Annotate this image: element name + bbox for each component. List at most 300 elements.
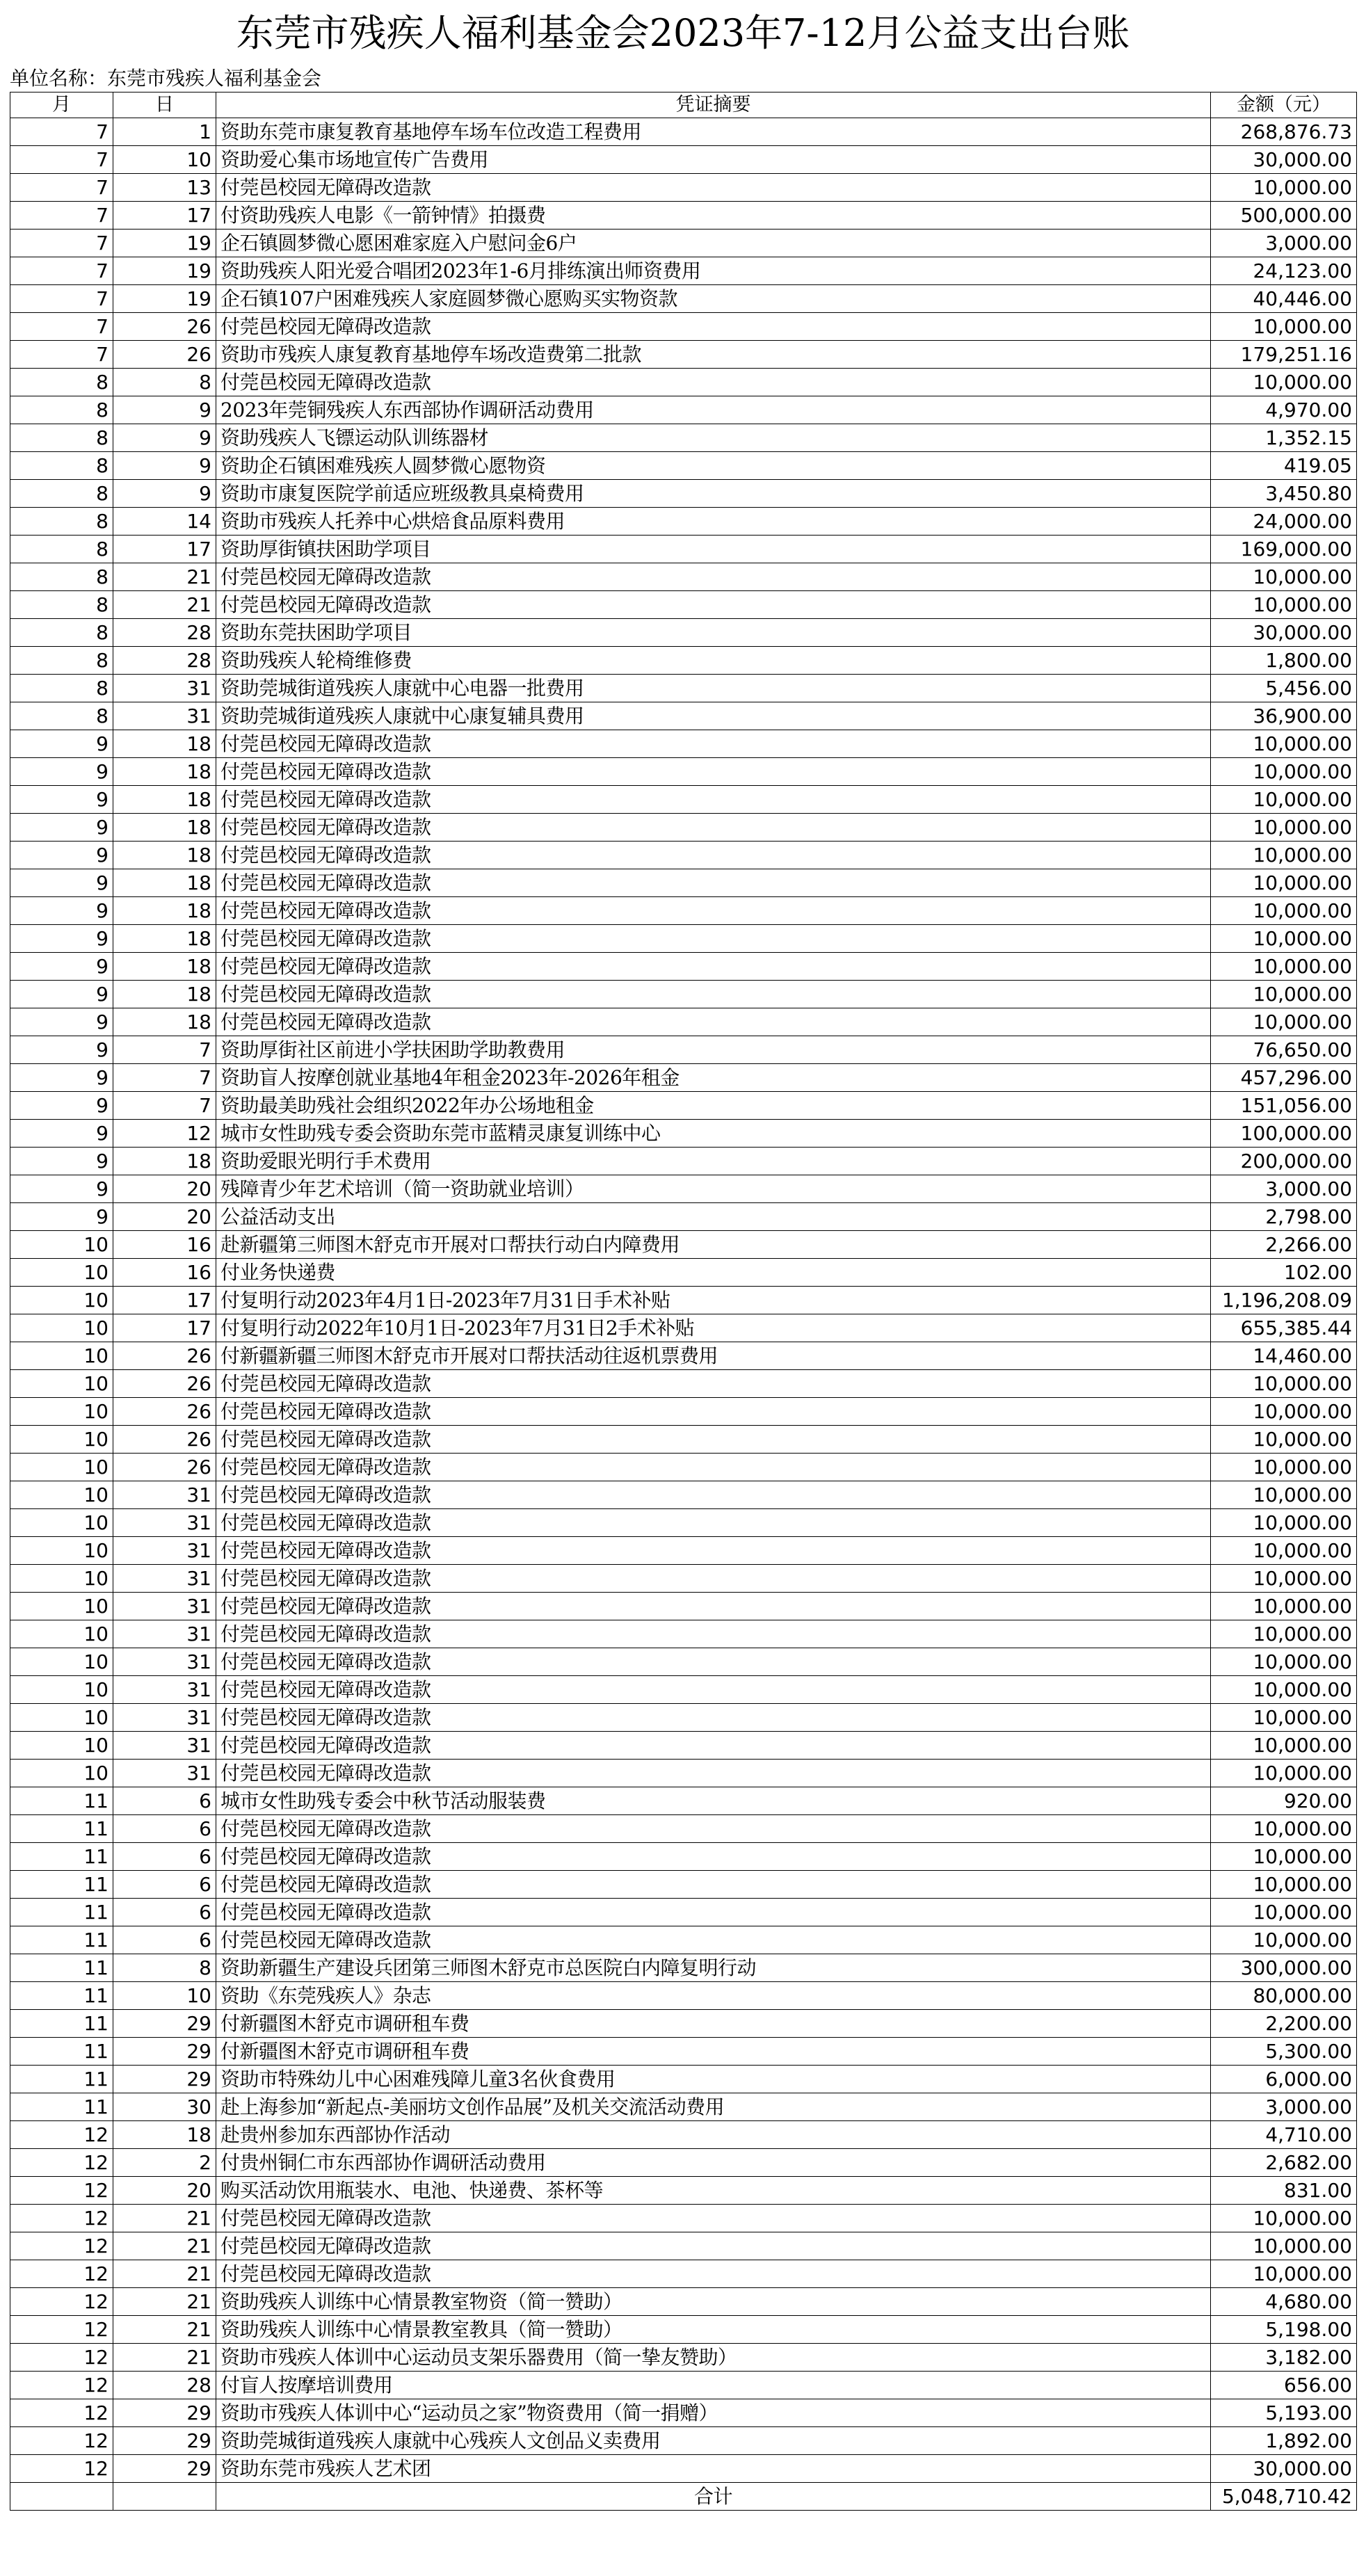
amount-cell: 10,000.00 — [1211, 1593, 1357, 1620]
summary-cell: 资助爱心集市场地宣传广告费用 — [216, 146, 1211, 174]
summary-cell: 资助残疾人阳光爱合唱团2023年1-6月排练演出师资费用 — [216, 257, 1211, 285]
day-cell: 26 — [113, 1342, 216, 1370]
table-row — [10, 1926, 1357, 1954]
table-row — [10, 536, 1357, 563]
month-cell: 8 — [10, 591, 113, 619]
table-row — [10, 563, 1357, 591]
amount-cell: 10,000.00 — [1211, 758, 1357, 786]
day-cell: 14 — [113, 508, 216, 536]
table-row — [10, 1732, 1357, 1760]
table-row — [10, 675, 1357, 702]
summary-cell: 付莞邑校园无障碍改造款 — [216, 1648, 1211, 1676]
amount-cell: 4,710.00 — [1211, 2121, 1357, 2149]
amount-cell: 24,000.00 — [1211, 508, 1357, 536]
month-cell: 8 — [10, 424, 113, 452]
amount-cell: 457,296.00 — [1211, 1064, 1357, 1092]
amount-cell: 10,000.00 — [1211, 1370, 1357, 1398]
day-cell: 26 — [113, 1426, 216, 1454]
table-row — [10, 2093, 1357, 2121]
month-cell: 10 — [10, 1481, 113, 1509]
amount-cell: 3,000.00 — [1211, 2093, 1357, 2121]
summary-cell: 付莞邑校园无障碍改造款 — [216, 786, 1211, 814]
summary-cell: 赴贵州参加东西部协作活动 — [216, 2121, 1211, 2149]
month-cell: 10 — [10, 1620, 113, 1648]
month-cell: 9 — [10, 925, 113, 953]
amount-cell: 10,000.00 — [1211, 981, 1357, 1008]
day-cell: 31 — [113, 1704, 216, 1732]
amount-cell: 10,000.00 — [1211, 1843, 1357, 1871]
amount-cell: 30,000.00 — [1211, 619, 1357, 647]
day-cell: 19 — [113, 230, 216, 257]
summary-cell: 付莞邑校园无障碍改造款 — [216, 1899, 1211, 1926]
summary-cell: 付莞邑校园无障碍改造款 — [216, 2232, 1211, 2260]
summary-cell: 付莞邑校园无障碍改造款 — [216, 1454, 1211, 1481]
table-row — [10, 1064, 1357, 1092]
day-cell: 29 — [113, 2455, 216, 2483]
day-cell: 9 — [113, 480, 216, 508]
summary-cell: 资助莞城街道残疾人康就中心电器一批费用 — [216, 675, 1211, 702]
total-label: 合计 — [216, 2483, 1211, 2511]
day-cell: 18 — [113, 981, 216, 1008]
day-cell: 31 — [113, 1481, 216, 1509]
table-row — [10, 2372, 1357, 2399]
table-row — [10, 1231, 1357, 1259]
month-cell: 12 — [10, 2344, 113, 2372]
day-cell: 29 — [113, 2066, 216, 2093]
table-row — [10, 1676, 1357, 1704]
month-cell: 9 — [10, 1036, 113, 1064]
day-cell: 16 — [113, 1259, 216, 1287]
month-cell: 10 — [10, 1426, 113, 1454]
month-cell: 7 — [10, 146, 113, 174]
month-cell: 11 — [10, 2038, 113, 2066]
day-cell: 31 — [113, 1620, 216, 1648]
month-cell: 9 — [10, 1064, 113, 1092]
table-row — [10, 1398, 1357, 1426]
amount-cell: 3,000.00 — [1211, 230, 1357, 257]
table-row — [10, 2177, 1357, 2205]
month-cell: 8 — [10, 508, 113, 536]
amount-cell: 10,000.00 — [1211, 2260, 1357, 2288]
day-cell: 19 — [113, 285, 216, 313]
table-row — [10, 1509, 1357, 1537]
table-row — [10, 341, 1357, 369]
header-day: 日 — [113, 92, 216, 118]
summary-cell: 付莞邑校园无障碍改造款 — [216, 1815, 1211, 1843]
table-row — [10, 118, 1357, 146]
day-cell: 31 — [113, 702, 216, 730]
total-row — [10, 2483, 1357, 2511]
table-row — [10, 897, 1357, 925]
month-cell: 9 — [10, 869, 113, 897]
table-row — [10, 313, 1357, 341]
summary-cell: 付莞邑校园无障碍改造款 — [216, 1537, 1211, 1565]
day-cell: 18 — [113, 814, 216, 842]
month-cell: 9 — [10, 786, 113, 814]
day-cell: 18 — [113, 1008, 216, 1036]
summary-cell: 残障青少年艺术培训（简一资助就业培训） — [216, 1175, 1211, 1203]
month-cell: 9 — [10, 953, 113, 981]
summary-cell: 付莞邑校园无障碍改造款 — [216, 953, 1211, 981]
day-cell: 30 — [113, 2093, 216, 2121]
day-cell: 18 — [113, 2121, 216, 2149]
table-row — [10, 174, 1357, 202]
month-cell: 8 — [10, 536, 113, 563]
day-cell: 31 — [113, 1648, 216, 1676]
day-cell: 6 — [113, 1871, 216, 1899]
table-row — [10, 730, 1357, 758]
day-cell: 18 — [113, 758, 216, 786]
day-cell: 7 — [113, 1036, 216, 1064]
summary-cell: 付莞邑校园无障碍改造款 — [216, 925, 1211, 953]
amount-cell: 5,198.00 — [1211, 2316, 1357, 2344]
amount-cell: 1,892.00 — [1211, 2427, 1357, 2455]
table-row — [10, 786, 1357, 814]
table-row — [10, 1092, 1357, 1120]
amount-cell: 1,352.15 — [1211, 424, 1357, 452]
month-cell: 11 — [10, 1954, 113, 1982]
summary-cell: 购买活动饮用瓶装水、电池、快递费、茶杯等 — [216, 2177, 1211, 2205]
amount-cell: 10,000.00 — [1211, 1871, 1357, 1899]
day-cell: 18 — [113, 730, 216, 758]
summary-cell: 付莞邑校园无障碍改造款 — [216, 814, 1211, 842]
month-cell: 7 — [10, 202, 113, 230]
amount-cell: 10,000.00 — [1211, 2205, 1357, 2232]
summary-cell: 资助莞城街道残疾人康就中心康复辅具费用 — [216, 702, 1211, 730]
summary-cell: 公益活动支出 — [216, 1203, 1211, 1231]
ledger-body — [10, 118, 1357, 2483]
table-row — [10, 1203, 1357, 1231]
day-cell: 17 — [113, 536, 216, 563]
month-cell: 10 — [10, 1370, 113, 1398]
summary-cell: 资助市残疾人康复教育基地停车场改造费第二批款 — [216, 341, 1211, 369]
amount-cell: 831.00 — [1211, 2177, 1357, 2205]
summary-cell: 赴上海参加“新起点-美丽坊文创作品展”及机关交流活动费用 — [216, 2093, 1211, 2121]
day-cell: 18 — [113, 953, 216, 981]
table-row — [10, 202, 1357, 230]
amount-cell: 10,000.00 — [1211, 313, 1357, 341]
summary-cell: 付新疆新疆三师图木舒克市开展对口帮扶活动往返机票费用 — [216, 1342, 1211, 1370]
summary-cell: 资助厚街镇扶困助学项目 — [216, 536, 1211, 563]
amount-cell: 10,000.00 — [1211, 814, 1357, 842]
amount-cell: 80,000.00 — [1211, 1982, 1357, 2010]
day-cell: 6 — [113, 1899, 216, 1926]
amount-cell: 30,000.00 — [1211, 2455, 1357, 2483]
month-cell: 7 — [10, 174, 113, 202]
day-cell: 17 — [113, 1287, 216, 1314]
month-cell: 9 — [10, 897, 113, 925]
summary-cell: 付莞邑校园无障碍改造款 — [216, 869, 1211, 897]
day-cell: 1 — [113, 118, 216, 146]
day-cell: 18 — [113, 897, 216, 925]
day-cell: 21 — [113, 2232, 216, 2260]
header-month: 月 — [10, 92, 113, 118]
month-cell: 9 — [10, 1120, 113, 1148]
day-cell: 21 — [113, 2344, 216, 2372]
day-cell: 6 — [113, 1926, 216, 1954]
month-cell: 12 — [10, 2205, 113, 2232]
summary-cell: 资助市残疾人托养中心烘焙食品原料费用 — [216, 508, 1211, 536]
summary-cell: 资助《东莞残疾人》杂志 — [216, 1982, 1211, 2010]
table-row — [10, 369, 1357, 396]
table-row — [10, 814, 1357, 842]
amount-cell: 4,680.00 — [1211, 2288, 1357, 2316]
amount-cell: 10,000.00 — [1211, 1899, 1357, 1926]
month-cell: 9 — [10, 1203, 113, 1231]
month-cell: 7 — [10, 285, 113, 313]
day-cell: 31 — [113, 1732, 216, 1760]
summary-cell: 付莞邑校园无障碍改造款 — [216, 1509, 1211, 1537]
summary-cell: 付贵州铜仁市东西部协作调研活动费用 — [216, 2149, 1211, 2177]
month-cell: 12 — [10, 2399, 113, 2427]
day-cell: 31 — [113, 675, 216, 702]
day-cell: 20 — [113, 1175, 216, 1203]
amount-cell: 14,460.00 — [1211, 1342, 1357, 1370]
month-cell: 10 — [10, 1454, 113, 1481]
day-cell: 31 — [113, 1537, 216, 1565]
amount-cell: 4,970.00 — [1211, 396, 1357, 424]
table-row — [10, 2288, 1357, 2316]
amount-cell: 179,251.16 — [1211, 341, 1357, 369]
month-cell: 9 — [10, 1008, 113, 1036]
table-row — [10, 1342, 1357, 1370]
day-cell: 21 — [113, 2316, 216, 2344]
month-cell: 11 — [10, 1815, 113, 1843]
day-cell: 8 — [113, 369, 216, 396]
amount-cell: 10,000.00 — [1211, 1008, 1357, 1036]
day-cell: 12 — [113, 1120, 216, 1148]
amount-cell: 10,000.00 — [1211, 2232, 1357, 2260]
amount-cell: 2,266.00 — [1211, 1231, 1357, 1259]
month-cell: 10 — [10, 1314, 113, 1342]
ledger-table — [10, 92, 1357, 2511]
table-row — [10, 2399, 1357, 2427]
summary-cell: 付莞邑校园无障碍改造款 — [216, 1732, 1211, 1760]
month-cell: 12 — [10, 2288, 113, 2316]
table-row — [10, 1454, 1357, 1481]
month-cell: 8 — [10, 369, 113, 396]
table-row — [10, 842, 1357, 869]
table-row — [10, 2066, 1357, 2093]
month-cell: 10 — [10, 1342, 113, 1370]
amount-cell: 419.05 — [1211, 452, 1357, 480]
summary-cell: 资助残疾人训练中心情景教室物资（简一赞助） — [216, 2288, 1211, 2316]
amount-cell: 36,900.00 — [1211, 702, 1357, 730]
amount-cell: 268,876.73 — [1211, 118, 1357, 146]
day-cell: 18 — [113, 842, 216, 869]
day-cell: 17 — [113, 202, 216, 230]
month-cell: 8 — [10, 675, 113, 702]
day-cell: 26 — [113, 313, 216, 341]
amount-cell: 10,000.00 — [1211, 1426, 1357, 1454]
table-row — [10, 1370, 1357, 1398]
day-cell: 28 — [113, 647, 216, 675]
day-cell: 26 — [113, 1370, 216, 1398]
summary-cell: 资助东莞扶困助学项目 — [216, 619, 1211, 647]
summary-cell: 资助市残疾人体训中心“运动员之家”物资费用（简一捐赠） — [216, 2399, 1211, 2427]
table-row — [10, 619, 1357, 647]
month-cell: 10 — [10, 1648, 113, 1676]
table-row — [10, 758, 1357, 786]
summary-cell: 城市女性助残专委会资助东莞市蓝精灵康复训练中心 — [216, 1120, 1211, 1148]
summary-cell: 付莞邑校园无障碍改造款 — [216, 897, 1211, 925]
month-cell: 9 — [10, 1092, 113, 1120]
table-row — [10, 2232, 1357, 2260]
day-cell: 31 — [113, 1760, 216, 1787]
table-row — [10, 146, 1357, 174]
month-cell: 12 — [10, 2177, 113, 2205]
summary-cell: 付莞邑校园无障碍改造款 — [216, 1760, 1211, 1787]
total-amount: 5,048,710.42 — [1211, 2483, 1357, 2511]
amount-cell: 10,000.00 — [1211, 730, 1357, 758]
amount-cell: 102.00 — [1211, 1259, 1357, 1287]
total-month-cell — [10, 2483, 113, 2511]
month-cell: 10 — [10, 1509, 113, 1537]
amount-cell: 10,000.00 — [1211, 1454, 1357, 1481]
summary-cell: 付复明行动2023年4月1日-2023年7月31日手术补贴 — [216, 1287, 1211, 1314]
month-cell: 11 — [10, 2010, 113, 2038]
month-cell: 10 — [10, 1259, 113, 1287]
summary-cell: 付莞邑校园无障碍改造款 — [216, 1620, 1211, 1648]
summary-cell: 付复明行动2022年10月1日-2023年7月31日2手术补贴 — [216, 1314, 1211, 1342]
amount-cell: 10,000.00 — [1211, 1760, 1357, 1787]
amount-cell: 10,000.00 — [1211, 1676, 1357, 1704]
table-row — [10, 2344, 1357, 2372]
table-row — [10, 1760, 1357, 1787]
summary-cell: 付资助残疾人电影《一箭钟情》拍摄费 — [216, 202, 1211, 230]
month-cell: 11 — [10, 1926, 113, 1954]
table-row — [10, 1175, 1357, 1203]
month-cell: 12 — [10, 2149, 113, 2177]
table-row — [10, 1620, 1357, 1648]
summary-cell: 2023年莞铜残疾人东西部协作调研活动费用 — [216, 396, 1211, 424]
summary-cell: 付莞邑校园无障碍改造款 — [216, 842, 1211, 869]
month-cell: 11 — [10, 1982, 113, 2010]
amount-cell: 169,000.00 — [1211, 536, 1357, 563]
summary-cell: 资助残疾人飞镖运动队训练器材 — [216, 424, 1211, 452]
month-cell: 9 — [10, 1148, 113, 1175]
month-cell: 9 — [10, 730, 113, 758]
month-cell: 10 — [10, 1287, 113, 1314]
amount-cell: 10,000.00 — [1211, 1620, 1357, 1648]
summary-cell: 付盲人按摩培训费用 — [216, 2372, 1211, 2399]
amount-cell: 10,000.00 — [1211, 786, 1357, 814]
table-row — [10, 1120, 1357, 1148]
summary-cell: 资助残疾人训练中心情景教室教具（简一赞助） — [216, 2316, 1211, 2344]
month-cell: 7 — [10, 313, 113, 341]
day-cell: 6 — [113, 1787, 216, 1815]
amount-cell: 76,650.00 — [1211, 1036, 1357, 1064]
amount-cell: 6,000.00 — [1211, 2066, 1357, 2093]
day-cell: 6 — [113, 1843, 216, 1871]
amount-cell: 10,000.00 — [1211, 174, 1357, 202]
day-cell: 18 — [113, 869, 216, 897]
day-cell: 26 — [113, 1398, 216, 1426]
summary-cell: 资助残疾人轮椅维修费 — [216, 647, 1211, 675]
amount-cell: 655,385.44 — [1211, 1314, 1357, 1342]
amount-cell: 40,446.00 — [1211, 285, 1357, 313]
month-cell: 8 — [10, 452, 113, 480]
amount-cell: 656.00 — [1211, 2372, 1357, 2399]
summary-cell: 付莞邑校园无障碍改造款 — [216, 730, 1211, 758]
summary-cell: 付莞邑校园无障碍改造款 — [216, 1926, 1211, 1954]
summary-cell: 资助厚街社区前进小学扶困助学助教费用 — [216, 1036, 1211, 1064]
table-row — [10, 2455, 1357, 2483]
day-cell: 31 — [113, 1565, 216, 1593]
day-cell: 28 — [113, 2372, 216, 2399]
day-cell: 9 — [113, 452, 216, 480]
summary-cell: 资助市康复医院学前适应班级教具桌椅费用 — [216, 480, 1211, 508]
header-row — [10, 92, 1357, 118]
day-cell: 9 — [113, 424, 216, 452]
month-cell: 10 — [10, 1398, 113, 1426]
amount-cell: 5,300.00 — [1211, 2038, 1357, 2066]
month-cell: 10 — [10, 1676, 113, 1704]
month-cell: 9 — [10, 758, 113, 786]
amount-cell: 300,000.00 — [1211, 1954, 1357, 1982]
day-cell: 21 — [113, 2205, 216, 2232]
summary-cell: 付莞邑校园无障碍改造款 — [216, 1704, 1211, 1732]
day-cell: 31 — [113, 1593, 216, 1620]
day-cell: 17 — [113, 1314, 216, 1342]
month-cell: 7 — [10, 118, 113, 146]
table-row — [10, 424, 1357, 452]
month-cell: 10 — [10, 1565, 113, 1593]
summary-cell: 城市女性助残专委会中秋节活动服装费 — [216, 1787, 1211, 1815]
table-row — [10, 1426, 1357, 1454]
day-cell: 18 — [113, 925, 216, 953]
table-row — [10, 1565, 1357, 1593]
day-cell: 9 — [113, 396, 216, 424]
day-cell: 18 — [113, 786, 216, 814]
day-cell: 20 — [113, 2177, 216, 2205]
summary-cell: 付莞邑校园无障碍改造款 — [216, 758, 1211, 786]
table-row — [10, 2038, 1357, 2066]
amount-cell: 24,123.00 — [1211, 257, 1357, 285]
month-cell: 9 — [10, 842, 113, 869]
summary-cell: 付新疆图木舒克市调研租车费 — [216, 2010, 1211, 2038]
summary-cell: 资助东莞市康复教育基地停车场车位改造工程费用 — [216, 118, 1211, 146]
summary-cell: 资助市特殊幼儿中心困难残障儿童3名伙食费用 — [216, 2066, 1211, 2093]
summary-cell: 付莞邑校园无障碍改造款 — [216, 981, 1211, 1008]
summary-cell: 付莞邑校园无障碍改造款 — [216, 174, 1211, 202]
summary-cell: 资助莞城街道残疾人康就中心残疾人文创品义卖费用 — [216, 2427, 1211, 2455]
month-cell: 7 — [10, 230, 113, 257]
month-cell: 11 — [10, 2066, 113, 2093]
summary-cell: 资助新疆生产建设兵团第三师图木舒克市总医院白内障复明行动 — [216, 1954, 1211, 1982]
summary-cell: 付新疆图木舒克市调研租车费 — [216, 2038, 1211, 2066]
amount-cell: 10,000.00 — [1211, 1926, 1357, 1954]
amount-cell: 3,450.80 — [1211, 480, 1357, 508]
day-cell: 7 — [113, 1064, 216, 1092]
table-row — [10, 285, 1357, 313]
table-row — [10, 981, 1357, 1008]
table-row — [10, 1704, 1357, 1732]
table-row — [10, 480, 1357, 508]
summary-cell: 付莞邑校园无障碍改造款 — [216, 591, 1211, 619]
table-row — [10, 1259, 1357, 1287]
table-row — [10, 702, 1357, 730]
month-cell: 8 — [10, 480, 113, 508]
amount-cell: 10,000.00 — [1211, 1565, 1357, 1593]
month-cell: 9 — [10, 981, 113, 1008]
summary-cell: 付莞邑校园无障碍改造款 — [216, 1593, 1211, 1620]
summary-cell: 付莞邑校园无障碍改造款 — [216, 1565, 1211, 1593]
summary-cell: 付莞邑校园无障碍改造款 — [216, 1843, 1211, 1871]
summary-cell: 资助爱眼光明行手术费用 — [216, 1148, 1211, 1175]
amount-cell: 10,000.00 — [1211, 869, 1357, 897]
day-cell: 8 — [113, 1954, 216, 1982]
